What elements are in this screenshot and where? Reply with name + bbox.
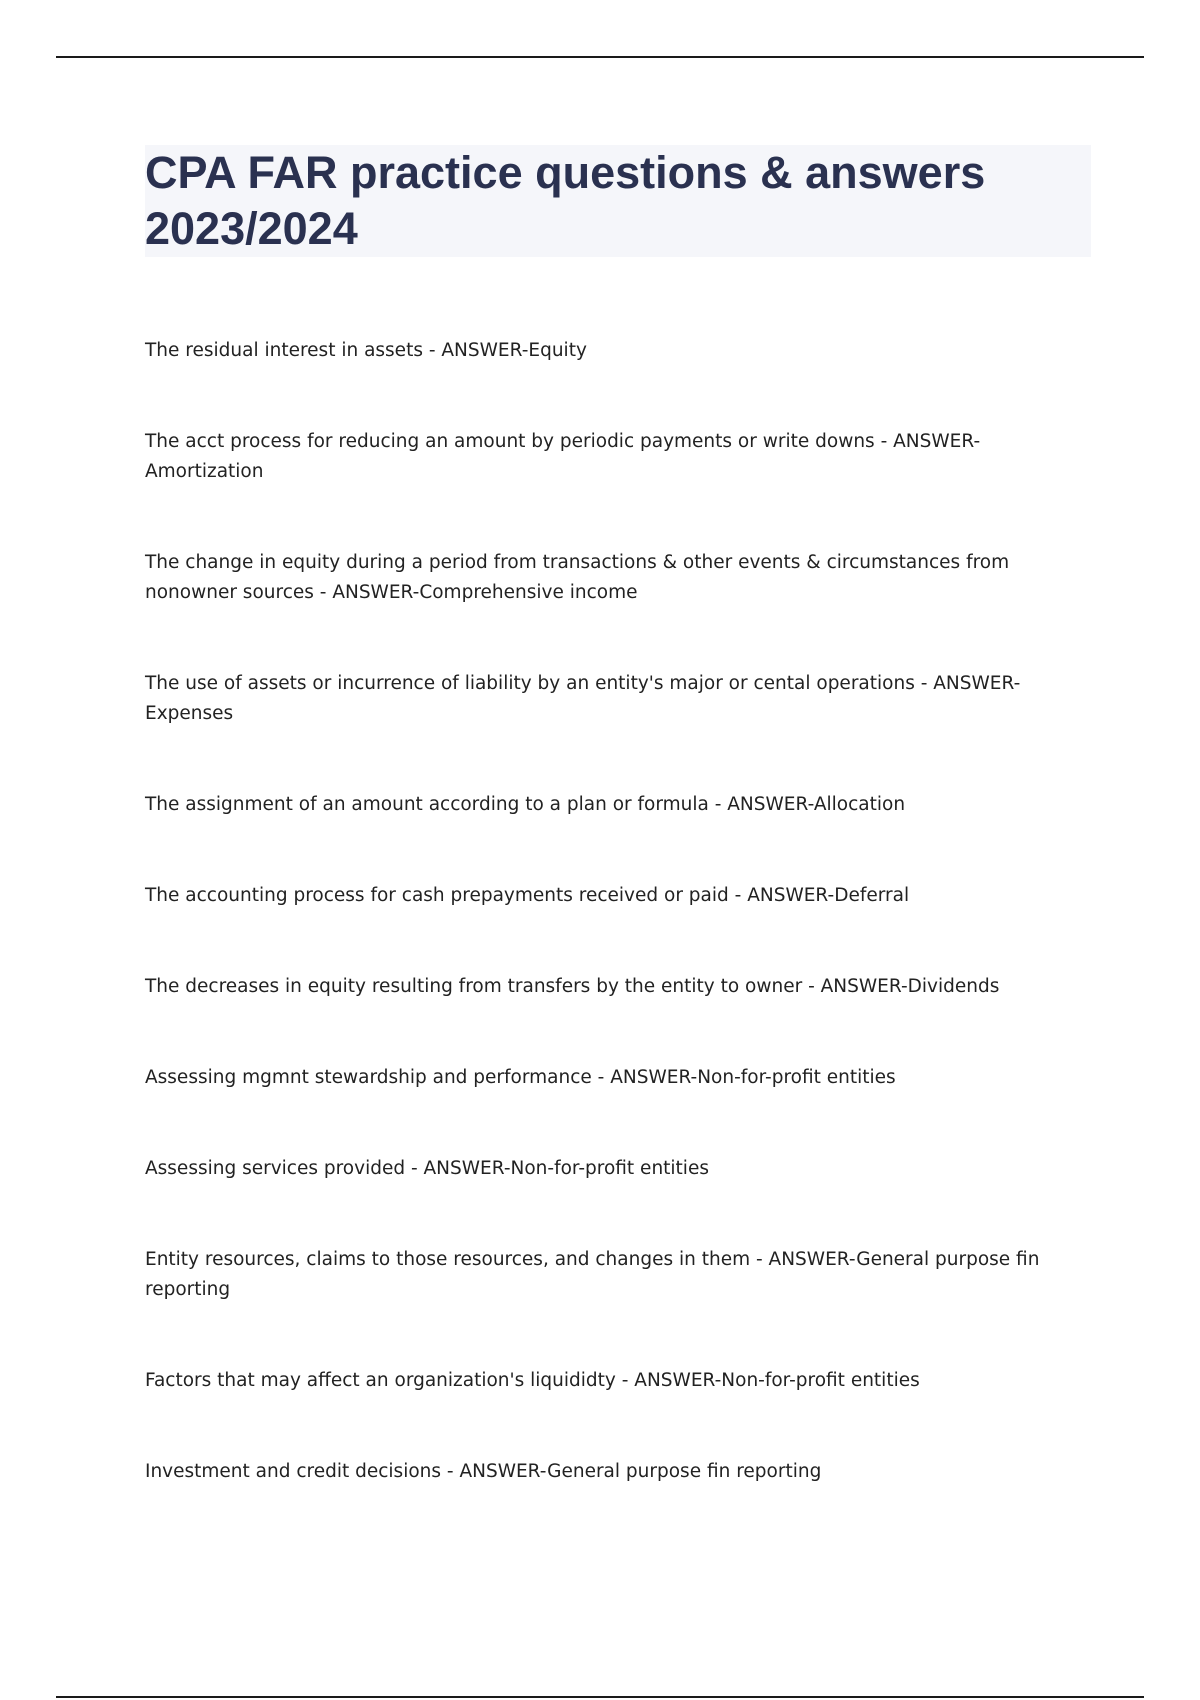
qa-item: Investment and credit decisions - ANSWER-General purpose fin reporting	[145, 1461, 822, 1482]
document-title: CPA FAR practice questions & answers 2023/2024	[145, 147, 986, 254]
qa-item: The change in equity during a period from transactions & other events & circumstances from nonowner sources - ANSWER-Comprehensive income	[145, 552, 1010, 603]
qa-item: Assessing mgmnt stewardship and performance - ANSWER-Non-for-profit entities	[145, 1067, 896, 1088]
qa-item: Entity resources, claims to those resources, and changes in them - ANSWER-General purpose fin reporting	[145, 1249, 1040, 1300]
qa-item: Assessing services provided - ANSWER-Non-for-profit entities	[145, 1158, 709, 1179]
qa-item: The decreases in equity resulting from transfers by the entity to owner - ANSWER-Dividends	[145, 976, 1000, 997]
bottom-divider	[56, 1696, 1144, 1698]
qa-item: The residual interest in assets - ANSWER-Equity	[145, 340, 587, 361]
qa-item: The use of assets or incurrence of liability by an entity's major or cental operations - ANSWER-Expenses	[145, 673, 1021, 724]
qa-item: Factors that may affect an organization's liquididty - ANSWER-Non-for-profit entities	[145, 1370, 920, 1391]
qa-item: The accounting process for cash prepayments received or paid - ANSWER-Deferral	[145, 885, 910, 906]
qa-item: The assignment of an amount according to a plan or formula - ANSWER-Allocation	[145, 794, 906, 815]
top-divider	[56, 56, 1144, 58]
qa-item: The acct process for reducing an amount by periodic payments or write downs - ANSWER-Amortization	[145, 431, 981, 482]
title-block	[145, 145, 1091, 257]
qa-list	[145, 336, 1095, 1548]
